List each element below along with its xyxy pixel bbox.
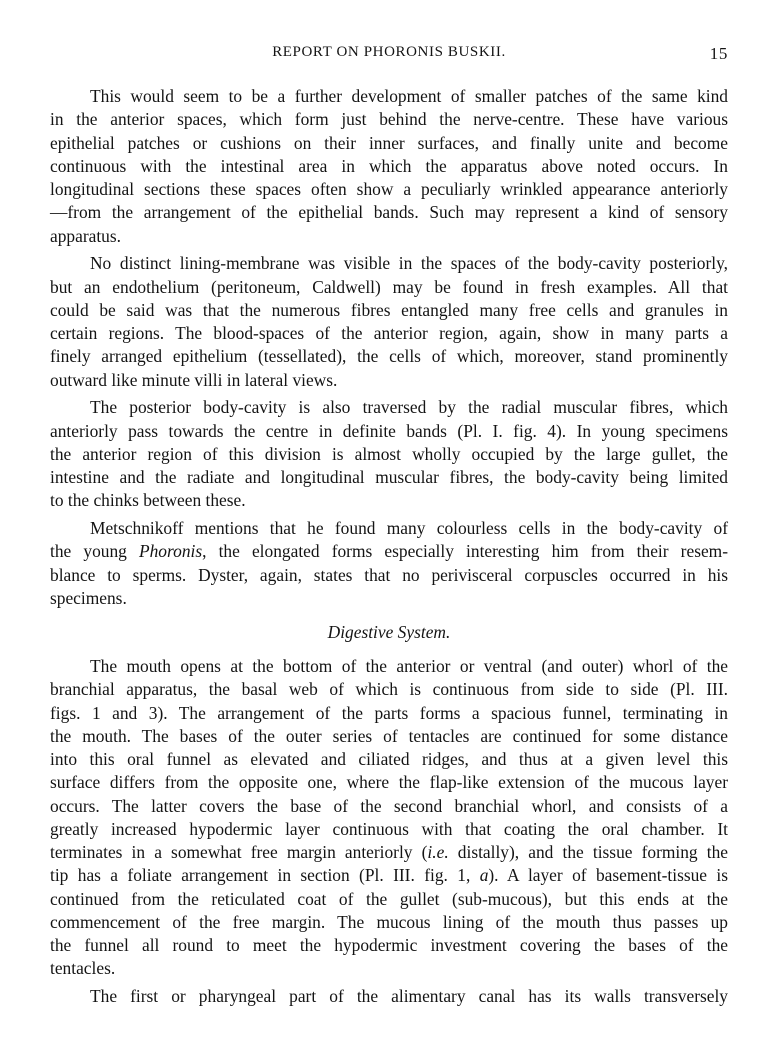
- text-line: occurs. The latter covers the base of the second branchial whorl, and consists of a: [50, 795, 728, 816]
- text-line: branchial apparatus, the basal web of which is continuous from side to side (Pl. III.: [50, 679, 728, 700]
- text-line: Metschnikoff mentions that he found many colourless cells in the body-cavity of: [90, 518, 728, 538]
- text-line: The posterior body-cavity is also traversed by the radial muscular fibres, which: [90, 397, 728, 418]
- text-line: continuous with the intestinal area in which the apparatus above noted occurs. In: [50, 155, 728, 176]
- text-line: the funnel all round to meet the hypodermic investment covering the bases of the: [50, 935, 728, 955]
- text-line: surface differs from the opposite one, where the flap-like extension of the mucous layer: [50, 772, 728, 793]
- text-line: finely arranged epithelium (tessellated), the cells of which, moreover, stand prominently: [50, 346, 728, 367]
- paragraph-lining-membrane: [50, 252, 728, 392]
- text-run: terminates in a somewhat free margin anteriorly (: [50, 842, 428, 862]
- paragraph-mouth: [50, 655, 728, 981]
- text-line: —from the arrangement of the epithelial bands. Such may represent a kind of sensory: [50, 202, 728, 223]
- text-line: epithelial patches or cushions on their inner surfaces, and finally unite and become: [50, 132, 728, 153]
- text-line: apparatus.: [50, 225, 121, 246]
- text-run: , the elongated forms especially interesting him from their resem-: [202, 541, 728, 562]
- text-line: continued from the reticulated coat of the gullet (sub-mucous), but this ends at the: [50, 888, 728, 909]
- text-line: The first or pharyngeal part of the alimentary canal has its walls transversely: [90, 986, 728, 1006]
- text-run: the young: [50, 541, 139, 562]
- text-line: [50, 540, 728, 563]
- text-run: tip has a foliate arrangement in section (Pl. III. fig. 1,: [50, 865, 480, 886]
- text-line: tentacles.: [50, 958, 116, 979]
- text-line: in the anterior spaces, which form just behind the nerve-centre. These have various: [50, 109, 728, 130]
- text-run: distally), and the tissue forming the: [448, 842, 729, 862]
- page-number: 15: [709, 44, 728, 63]
- text-line: longitudinal sections these spaces often show a peculiarly wrinkled appearance anteriorly: [50, 179, 728, 199]
- genus-name: Phoronis: [138, 541, 203, 562]
- text-line: [50, 864, 728, 887]
- text-line: the mouth. The bases of the outer series of tentacles are continued for some distance: [50, 725, 728, 746]
- text-line: could be said was that the numerous fibres entangled many free cells and granules in: [50, 299, 728, 320]
- text-line: The mouth opens at the bottom of the anterior or ventral (and outer) whorl of the: [90, 656, 728, 676]
- text-line: blance to sperms. Dyster, again, states that no perivisceral corpuscles occurred in his: [50, 564, 728, 585]
- running-head: [50, 44, 728, 66]
- text-line: commencement of the free margin. The mucous lining of the mouth thus passes up: [50, 911, 728, 932]
- section-heading: Digestive System.: [327, 622, 451, 642]
- text-line: greatly increased hypodermic layer continuous with that coating the oral chamber. It: [50, 818, 728, 839]
- body-text: [50, 85, 728, 1013]
- text-line: anteriorly pass towards the centre in definite bands (Pl. I. fig. 4). In young specimens: [50, 420, 728, 441]
- paragraph-pharyngeal: [50, 985, 728, 1008]
- text-line: to the chinks between these.: [50, 490, 246, 511]
- running-title: REPORT ON PHORONIS BUSKII.: [272, 44, 506, 60]
- paragraph-sensory-apparatus: [50, 85, 728, 248]
- text-line: specimens.: [50, 587, 127, 608]
- text-line: This would seem to be a further development of smaller patches of the same kind: [90, 86, 728, 106]
- text-line: into this oral funnel as elevated and ciliated ridges, and thus at a given level this: [50, 749, 728, 769]
- text-run: ). A layer of basement-tissue is: [488, 865, 729, 886]
- text-line: No distinct lining-membrane was visible in the spaces of the body-cavity posteriorly,: [90, 253, 728, 274]
- text-line: outward like minute villi in lateral views.: [50, 369, 338, 390]
- paragraph-metschnikoff: [50, 517, 728, 610]
- text-line: certain regions. The blood-spaces of the anterior region, again, show in many parts a: [50, 323, 728, 343]
- text-line: intestine and the radiate and longitudinal muscular fibres, the body-cavity being limited: [50, 467, 728, 487]
- text-line: the anterior region of this division is almost wholly occupied by the large gullet, the: [50, 443, 728, 464]
- paragraph-posterior-body-cavity: [50, 396, 728, 512]
- italic-abbrev: i.e.: [427, 842, 449, 862]
- text-line: but an endothelium (peritoneum, Caldwell) may be found in fresh examples. All that: [50, 276, 728, 297]
- text-line: figs. 1 and 3). The arrangement of the parts forms a spacious funnel, terminating in: [50, 702, 728, 723]
- figure-letter: a: [479, 865, 489, 886]
- text-line: [50, 841, 728, 864]
